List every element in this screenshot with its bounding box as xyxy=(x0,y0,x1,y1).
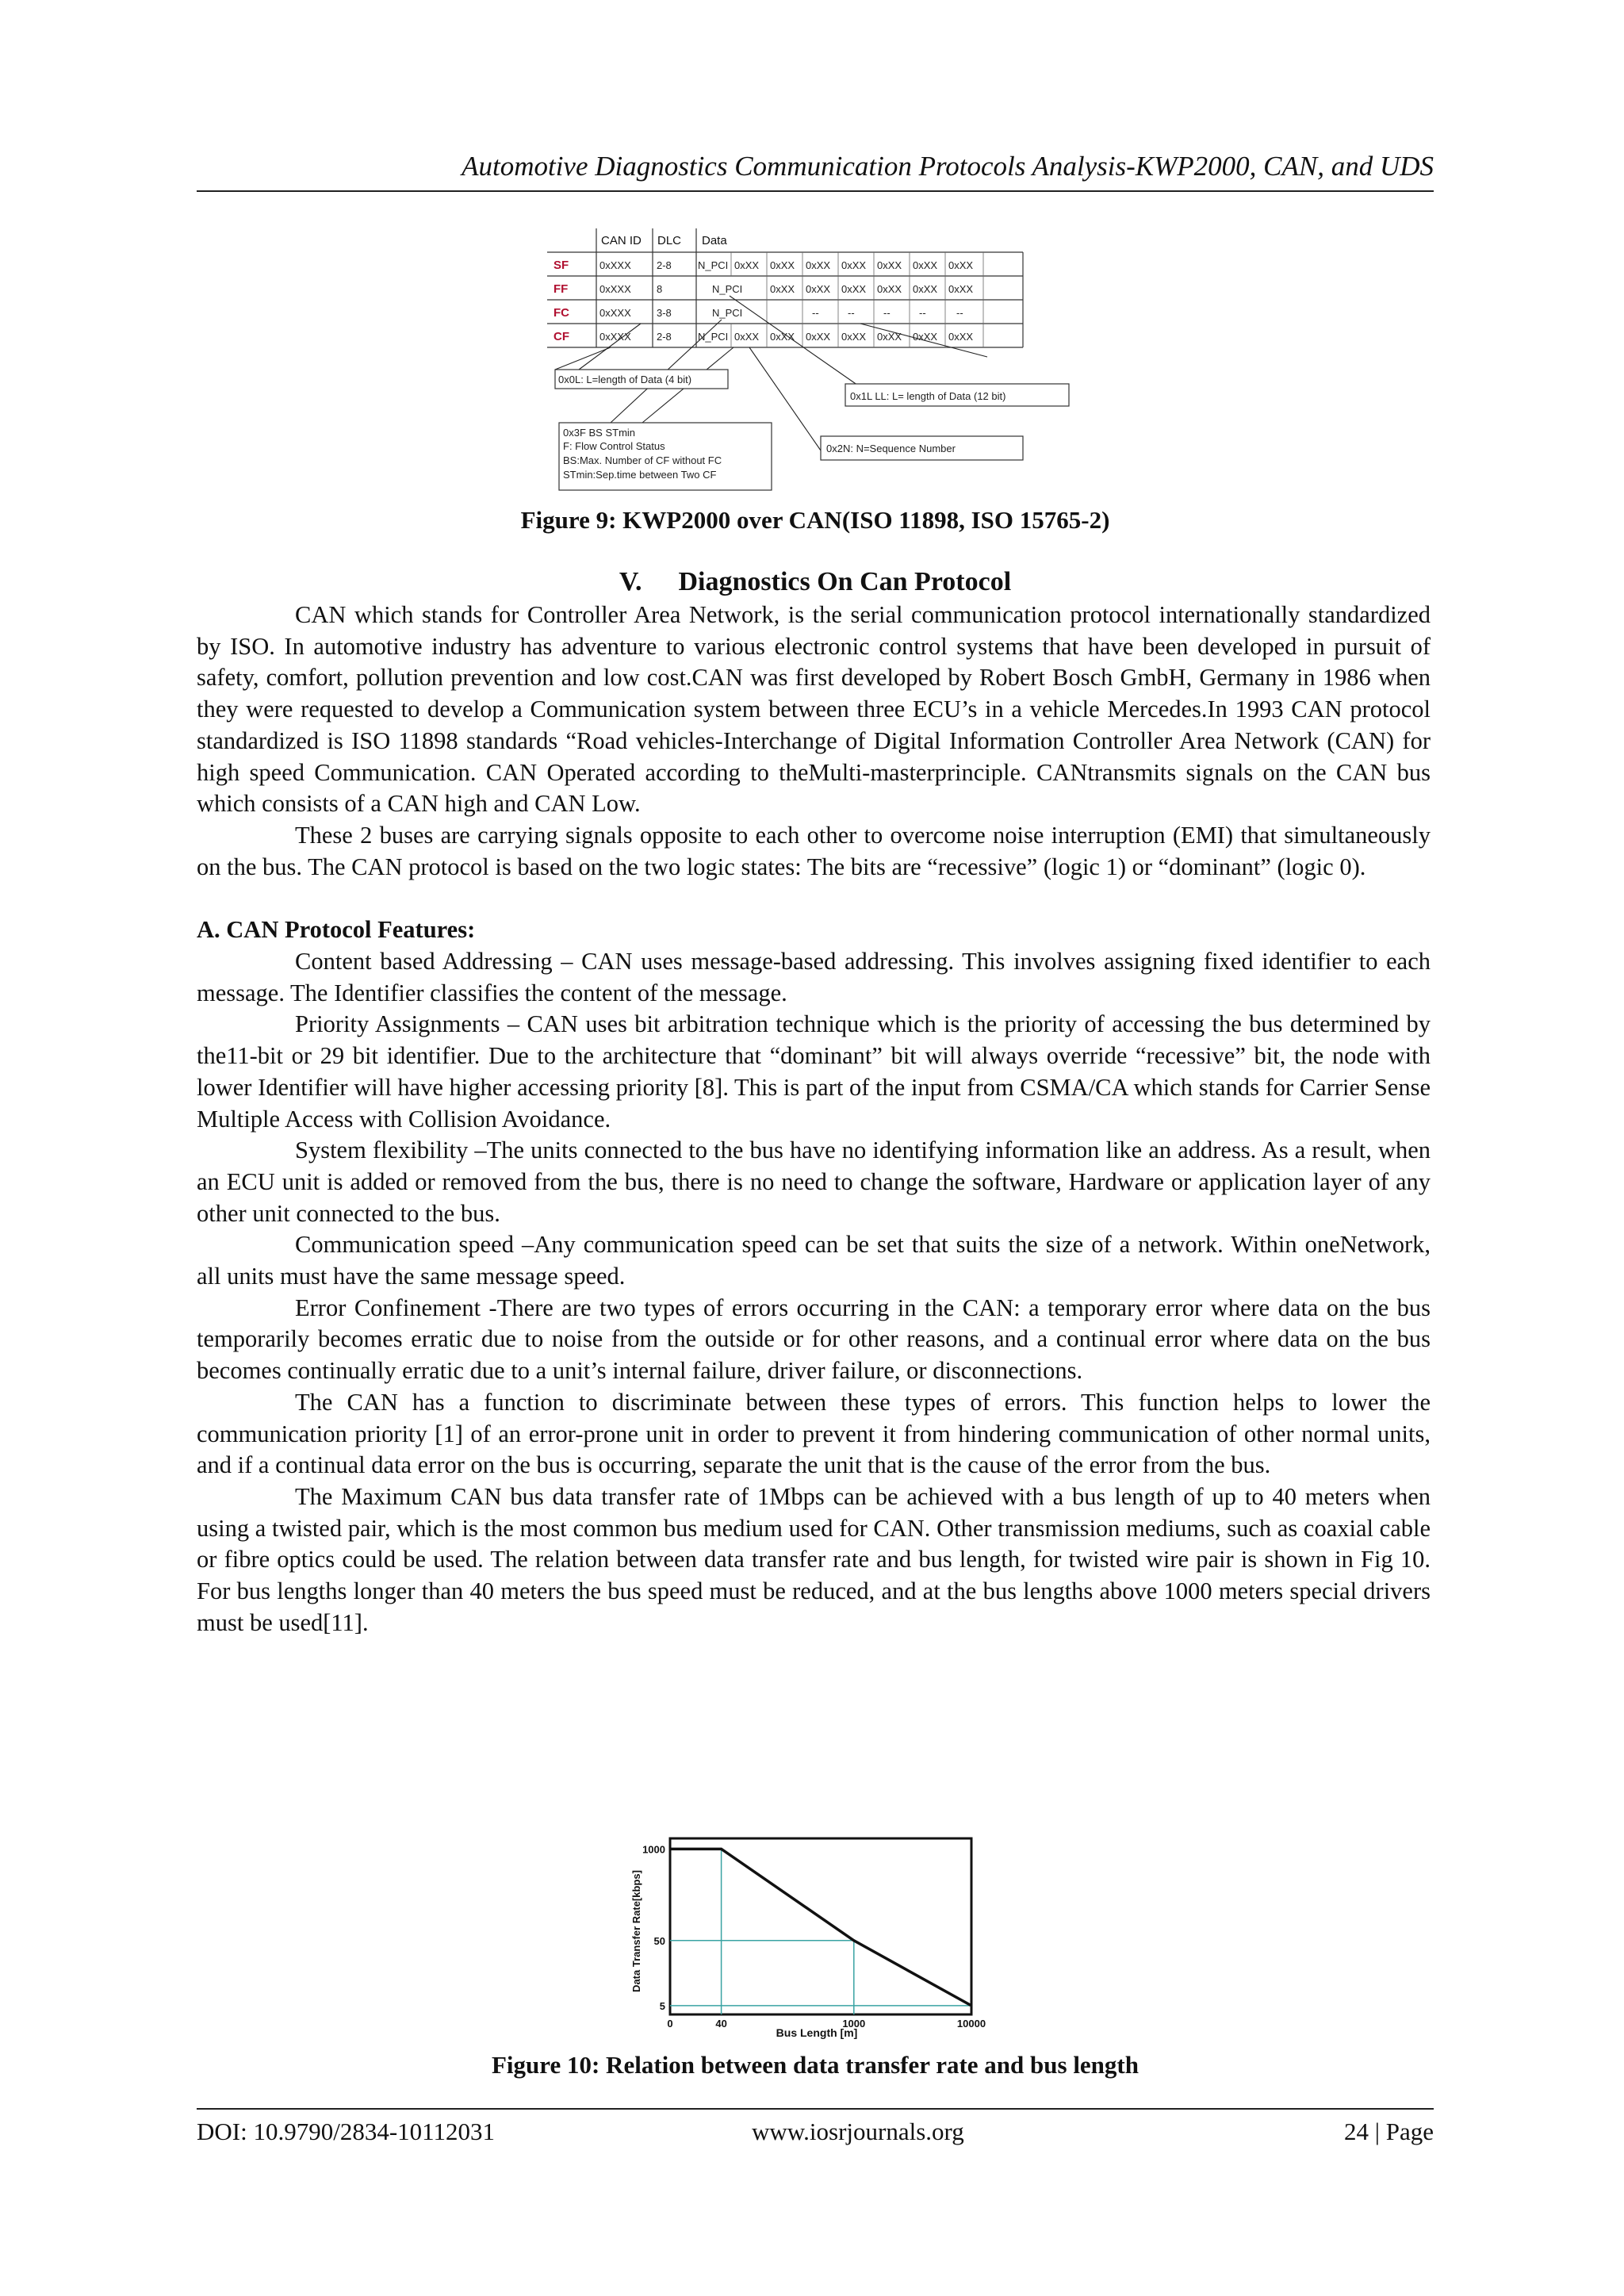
fc-cell: -- xyxy=(848,307,855,319)
x-axis-label: Bus Length [m] xyxy=(776,2026,858,2039)
fc-cell: -- xyxy=(956,307,963,319)
ff-cell: 0xXX xyxy=(841,283,867,295)
cf-dlc: 2-8 xyxy=(657,331,672,343)
row-label-cf: CF xyxy=(553,330,569,343)
section-number: V. xyxy=(619,567,642,596)
ff-dlc: 8 xyxy=(657,283,663,295)
paragraph: These 2 buses are carrying signals opposite to each other to overcome noise interruption (EMI) that simultaneously on the bus. The CAN protocol is based on the two logic states: The bits are “recessive” (logic 1) or “dominant” (logic 0). xyxy=(197,821,1431,880)
section-title: Diagnostics On Can Protocol xyxy=(678,567,1012,596)
cf-cell: 0xXX xyxy=(734,331,760,343)
note-ff-length: 0x1L LL: L= length of Data (12 bit) xyxy=(850,390,1006,402)
note-fc-line: F: Flow Control Status xyxy=(563,440,665,452)
y-tick-label: 50 xyxy=(653,1934,665,1947)
paragraph: The Maximum CAN bus data transfer rate of 1Mbps can be achieved with a bus length of up to 40 meters when using a twisted pair, which is the most common bus medium used for CAN. Other transmission mediums, such as coaxial cable or fibre optics could be used. The relation between data transfer rate and bus length, for twisted wire pair is shown in Fig 10. For bus lengths longer than 40 meters the bus speed must be reduced, and at the bus lengths above 1000 meters special drivers must be used[11]. xyxy=(197,1482,1431,1636)
note-fc-line: STmin:Sep.time between Two CF xyxy=(563,469,717,481)
sf-cell: 0xXX xyxy=(806,259,831,271)
cf-cell: N_PCI xyxy=(698,331,729,343)
figure-9-caption: Figure 9: KWP2000 over CAN(ISO 11898, ISO 15765-2) xyxy=(520,506,1110,534)
footer-doi: DOI: 10.9790/2834-10112031 xyxy=(197,2118,495,2145)
cf-cell: 0xXX xyxy=(770,331,795,343)
paragraph: The CAN has a function to discriminate between these types of errors. This function helps to lower the communication priority [1] of an error-prone unit in order to prevent it from hindering communication of other normal units, and if a continual data error on the bus is occurring, separate the unit that is the cause of the error from the bus. xyxy=(197,1388,1431,1479)
row-label-ff: FF xyxy=(553,282,569,296)
footer-page: 24 | Page xyxy=(1344,2118,1434,2145)
note-fc-line: 0x3F BS STmin xyxy=(563,427,636,439)
y-axis-label: Data Transfer Rate[kbps] xyxy=(630,1870,642,1992)
ff-cell: 0xXX xyxy=(948,283,974,295)
plot-frame xyxy=(670,1838,971,2014)
running-title: Automotive Diagnostics Communication Protocols Analysis-KWP2000, CAN, and UDS xyxy=(462,151,1434,182)
subsection-heading: A. CAN Protocol Features: xyxy=(197,916,476,944)
col-header-dlc: DLC xyxy=(657,234,682,247)
cf-can-id: 0xXXX xyxy=(599,331,631,343)
sf-cell: 0xXX xyxy=(948,259,974,271)
x-tick-label: 1000 xyxy=(842,2018,866,2030)
row-label-sf: SF xyxy=(553,259,569,272)
x-tick-label: 10000 xyxy=(956,2018,986,2030)
running-header xyxy=(197,151,1434,192)
paragraph: Error Confinement -There are two types of errors occurring in the CAN: a temporary error where data on the bus temporarily becomes erratic due to noise from the outside or for other reasons, and a continual error where data on the bus becomes continually erratic due to a unit’s internal failure, driver failure, or disconnections. xyxy=(197,1294,1431,1385)
fc-cell: -- xyxy=(919,307,926,319)
sf-cell: 0xXX xyxy=(770,259,795,271)
ff-npci: N_PCI xyxy=(712,283,743,295)
note-sf-length: 0x0L: L=length of Data (4 bit) xyxy=(558,374,692,385)
col-header-can-id: CAN ID xyxy=(601,234,642,247)
sf-can-id: 0xXXX xyxy=(599,259,631,271)
paragraph: Priority Assignments – CAN uses bit arbitration technique which is the priority of accessing the bus determined by the11-bit or 29 bit identifier. Due to the architecture that “dominant” bit will always override “recessive” bit, the node with lower Identifier will have higher accessing priority [8]. This is part of the input from CSMA/CA which stands for Carrier Sense Multiple Access with Collision Avoidance. xyxy=(197,1010,1431,1133)
cf-cell: 0xXX xyxy=(948,331,974,343)
ff-can-id: 0xXXX xyxy=(599,283,631,295)
cf-cell: 0xXX xyxy=(806,331,831,343)
sf-cell: N_PCI xyxy=(698,259,729,271)
col-header-data: Data xyxy=(702,234,727,247)
body-text xyxy=(197,600,1431,1639)
figure-10-caption: Figure 10: Relation between data transfer rate and bus length xyxy=(491,2051,1139,2079)
fc-npci: N_PCI xyxy=(712,307,743,319)
y-tick-label: 1000 xyxy=(642,1843,665,1856)
paragraph: Communication speed –Any communication speed can be set that suits the size of a network. Within oneNetwork, all units must have the same message speed. xyxy=(197,1231,1431,1290)
x-tick-label: 0 xyxy=(667,2018,673,2030)
y-tick-label: 5 xyxy=(659,1999,665,2012)
fc-cell: -- xyxy=(883,307,891,319)
section-heading xyxy=(197,567,1434,597)
ff-cell: 0xXX xyxy=(770,283,795,295)
fc-dlc: 3-8 xyxy=(657,307,672,319)
paragraph: CAN which stands for Controller Area Network, is the serial communication protocol internationally standardized by ISO. In automotive industry has adventure to various electronic control systems that have been developed in pursuit of safety, comfort, pollution prevention and low cost.CAN was first developed by Robert Bosch GmbH, Germany in 1986 when they were requested to develop a Communication system between three ECU’s in a vehicle Mercedes.In 1993 CAN protocol standardized is ISO 11898 standards “Road vehicles-Interchange of Digital Information Controller Area Network (CAN) for high speed Communication. CAN Operated according to theMulti-masterprinciple. CANtransmits signals on the CAN bus which consists of a CAN high and CAN Low. xyxy=(197,601,1431,818)
fc-cell: -- xyxy=(812,307,819,319)
paragraph: Content based Addressing – CAN uses message-based addressing. This involves assigning fixed identifier to each message. The Identifier classifies the content of the message. xyxy=(197,948,1431,1006)
footer-website: www.iosrjournals.org xyxy=(752,2118,964,2145)
sf-cell: 0xXX xyxy=(913,259,938,271)
fc-can-id: 0xXXX xyxy=(599,307,631,319)
paragraph: System flexibility –The units connected to the bus have no identifying information like an address. As a result, when an ECU unit is added or removed from the bus, there is no need to change the software, Hardware or application layer of any other unit connected to the bus. xyxy=(197,1137,1431,1227)
sf-dlc: 2-8 xyxy=(657,259,672,271)
note-cf-sequence: 0x2N: N=Sequence Number xyxy=(826,443,956,454)
ff-cell: 0xXX xyxy=(877,283,902,295)
cf-cell: 0xXX xyxy=(877,331,902,343)
sf-cell: 0xXX xyxy=(841,259,867,271)
x-tick-label: 40 xyxy=(715,2018,727,2030)
footer xyxy=(197,2108,1434,2149)
figure-9-diagram xyxy=(547,228,1071,498)
sf-cell: 0xXX xyxy=(734,259,760,271)
note-fc-line: BS:Max. Number of CF without FC xyxy=(563,454,722,466)
cf-cell: 0xXX xyxy=(913,331,938,343)
row-label-fc: FC xyxy=(553,306,569,320)
ff-cell: 0xXX xyxy=(913,283,938,295)
figure-10-chart xyxy=(622,1824,987,2046)
sf-cell: 0xXX xyxy=(877,259,902,271)
cf-cell: 0xXX xyxy=(841,331,867,343)
ff-cell: 0xXX xyxy=(806,283,831,295)
